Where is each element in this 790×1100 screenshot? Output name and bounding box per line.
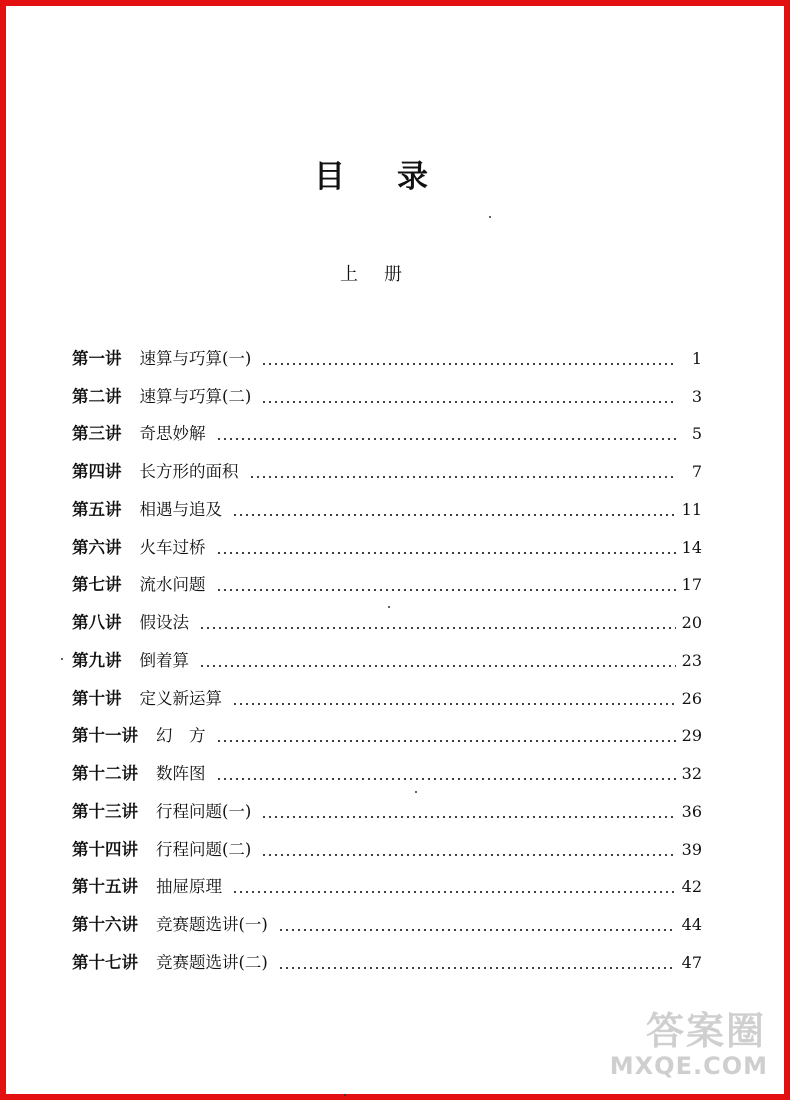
toc-entry <box>72 336 702 374</box>
toc-topic: 速算与巧算(一) <box>139 348 252 368</box>
toc-entry <box>72 827 702 865</box>
toc-entry <box>72 487 702 525</box>
toc-lecture-number: 第五讲 <box>72 499 122 519</box>
toc-page-number: 26 <box>681 688 702 708</box>
toc-dot-leader <box>216 721 676 751</box>
toc-lecture-number: 第九讲 <box>72 650 122 670</box>
watermark-logo <box>580 1000 770 1080</box>
toc-page-number: 20 <box>681 613 702 632</box>
toc-entry <box>72 865 702 903</box>
toc-topic: 数阵图 <box>156 764 206 783</box>
toc-entry <box>72 525 702 563</box>
toc-lecture-number: 第八讲 <box>72 613 122 632</box>
toc-lecture-number: 第十三讲 <box>72 801 138 821</box>
toc-dot-leader <box>261 797 675 827</box>
toc-dot-leader <box>261 344 676 374</box>
toc-topic: 假设法 <box>139 613 189 632</box>
toc-entry <box>72 638 702 676</box>
toc-dot-leader <box>261 382 676 412</box>
page-title: 目录 <box>314 159 480 195</box>
scan-speck <box>388 606 390 608</box>
toc-entry <box>72 902 702 940</box>
toc-topic: 竞赛题选讲(一) <box>156 915 268 934</box>
toc-page-number: 32 <box>681 764 702 783</box>
toc-lecture-number: 第十四讲 <box>72 839 138 859</box>
toc-topic: 抽屉原理 <box>156 877 222 897</box>
toc-dot-leader <box>232 495 676 525</box>
toc-page-number: 29 <box>681 726 702 746</box>
toc-page-number: 1 <box>691 348 702 368</box>
toc-entry <box>72 940 702 978</box>
toc-lecture-number: 第十六讲 <box>72 915 138 934</box>
toc-topic: 流水问题 <box>139 575 206 595</box>
watermark-en: MXQE.COM <box>609 1052 768 1080</box>
toc-page-number: 44 <box>681 915 702 934</box>
scan-speck <box>344 1094 346 1096</box>
toc-lecture-number: 第十五讲 <box>72 877 138 897</box>
toc-lecture-number: 第十二讲 <box>72 764 138 783</box>
table-of-contents <box>72 336 702 978</box>
toc-page-number: 17 <box>681 575 702 595</box>
toc-entry <box>72 374 702 412</box>
toc-dot-leader <box>249 457 677 487</box>
toc-page-number: 47 <box>681 952 702 972</box>
toc-page-number: 36 <box>681 801 702 821</box>
toc-lecture-number: 第十一讲 <box>72 726 138 746</box>
watermark-cn: 答案圈 <box>645 1009 766 1053</box>
toc-page-number: 39 <box>681 839 702 859</box>
toc-topic: 幻 方 <box>156 726 206 746</box>
toc-page-number: 11 <box>681 499 702 519</box>
toc-page-number: 3 <box>691 386 702 406</box>
toc-topic: 竞赛题选讲(二) <box>156 952 268 972</box>
toc-lecture-number: 第十七讲 <box>72 952 138 972</box>
toc-lecture-number: 第七讲 <box>72 575 122 595</box>
toc-entry <box>72 751 702 789</box>
toc-page-number: 7 <box>691 462 702 481</box>
toc-topic: 相遇与追及 <box>139 499 222 519</box>
toc-entry <box>72 714 702 752</box>
toc-dot-leader <box>232 684 676 714</box>
toc-dot-leader <box>216 533 676 563</box>
toc-entry <box>72 449 702 487</box>
toc-topic: 火车过桥 <box>139 537 206 557</box>
scan-speck <box>489 216 491 218</box>
toc-dot-leader <box>199 646 676 676</box>
toc-lecture-number: 第三讲 <box>72 424 122 444</box>
toc-entry <box>72 412 702 450</box>
scan-speck <box>415 791 417 793</box>
toc-page-number: 42 <box>681 877 702 897</box>
toc-page-number: 14 <box>681 537 702 557</box>
toc-lecture-number: 第十讲 <box>72 688 122 708</box>
toc-topic: 奇思妙解 <box>139 424 206 444</box>
toc-topic: 长方形的面积 <box>139 462 239 481</box>
toc-topic: 行程问题(一) <box>156 801 252 821</box>
scan-speck <box>61 658 63 660</box>
toc-dot-leader <box>232 872 676 902</box>
toc-lecture-number: 第六讲 <box>72 537 122 557</box>
toc-dot-leader <box>278 948 676 978</box>
toc-dot-leader <box>216 759 676 789</box>
toc-topic: 行程问题(二) <box>156 839 252 859</box>
toc-lecture-number: 第一讲 <box>72 348 122 368</box>
toc-entry <box>72 676 702 714</box>
toc-page-number: 23 <box>681 650 702 670</box>
toc-lecture-number: 第四讲 <box>72 462 122 481</box>
toc-dot-leader <box>199 608 676 638</box>
toc-entry <box>72 789 702 827</box>
toc-lecture-number: 第二讲 <box>72 386 122 406</box>
toc-dot-leader <box>216 419 677 449</box>
toc-page-number: 5 <box>691 424 702 444</box>
toc-dot-leader <box>278 910 676 940</box>
toc-topic: 速算与巧算(二) <box>139 386 252 406</box>
toc-dot-leader <box>216 570 676 600</box>
toc-entry <box>72 563 702 601</box>
toc-topic: 倒着算 <box>139 650 189 670</box>
toc-dot-leader <box>261 835 675 865</box>
toc-topic: 定义新运算 <box>139 688 222 708</box>
toc-entry <box>72 600 702 638</box>
volume-label: 上册 <box>340 264 428 285</box>
